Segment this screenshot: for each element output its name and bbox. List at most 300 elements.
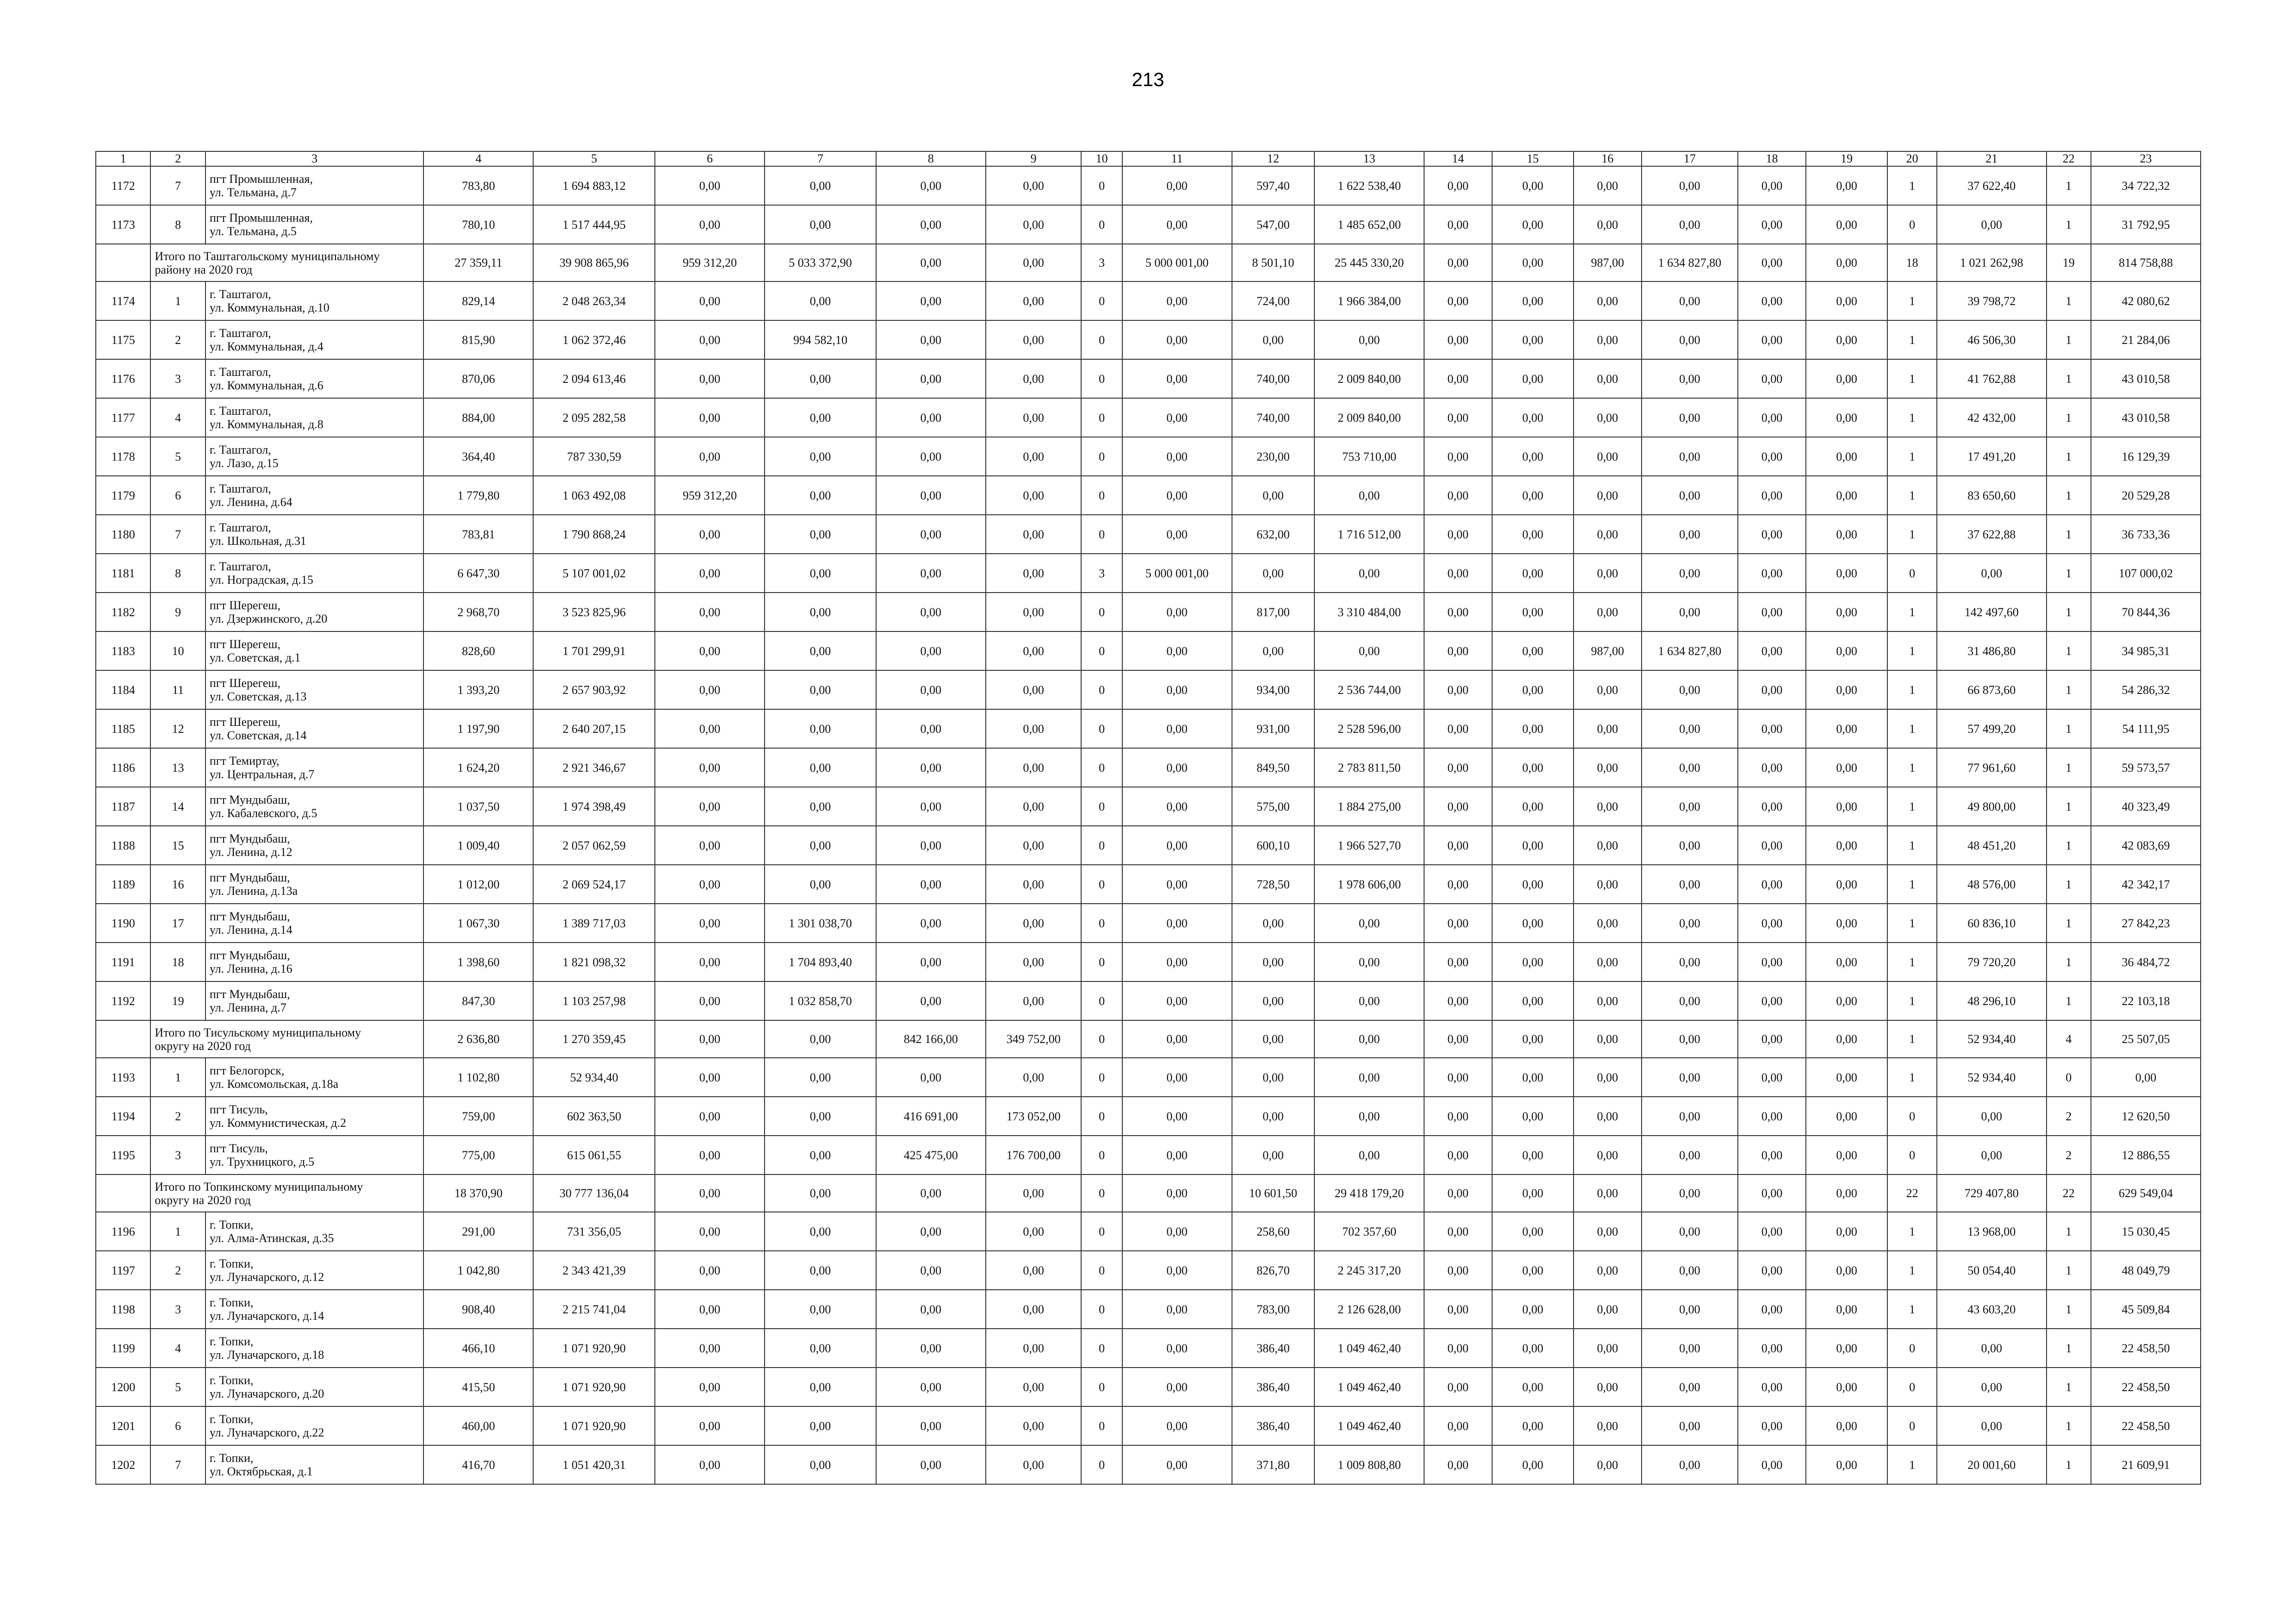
- address-cell: [205, 515, 424, 554]
- value-cell-col-12: 371,80: [1232, 1445, 1315, 1484]
- sequence-number-cell: 9: [150, 593, 205, 631]
- sequence-number-cell: 7: [150, 166, 205, 205]
- address-line-1: пгт Белогорск,: [209, 1064, 285, 1077]
- value-cell-col-10: 3: [1081, 244, 1122, 281]
- sequence-number-cell: 3: [150, 1136, 205, 1174]
- record-number-cell: 1186: [96, 748, 150, 787]
- value-cell-col-11: 0,00: [1122, 631, 1232, 670]
- value-cell-col-14: 0,00: [1424, 554, 1492, 593]
- sequence-number-cell: 7: [150, 1445, 205, 1484]
- value-cell-col-17: 0,00: [1642, 1445, 1738, 1484]
- value-cell-col-13: 0,00: [1314, 904, 1424, 943]
- value-cell-col-20: 0: [1887, 205, 1936, 244]
- value-cell-col-23: 21 284,06: [2091, 320, 2201, 359]
- value-cell-col-4: 416,70: [423, 1445, 533, 1484]
- address-line-2: ул. Ноградская, д.15: [209, 573, 313, 587]
- value-cell-col-13: 0,00: [1314, 554, 1424, 593]
- address-line-1: г. Топки,: [209, 1451, 254, 1465]
- value-cell-col-4: 908,40: [423, 1290, 533, 1329]
- value-cell-col-22: 1: [2047, 166, 2091, 205]
- value-cell-col-16: 0,00: [1574, 1097, 1642, 1136]
- value-cell-col-19: 0,00: [1806, 398, 1888, 437]
- value-cell-col-13: 1 009 808,80: [1314, 1445, 1424, 1484]
- value-cell-col-17: 0,00: [1642, 709, 1738, 748]
- value-cell-col-21: 50 054,40: [1937, 1251, 2047, 1290]
- table-row: [96, 826, 2201, 865]
- value-cell-col-23: 34 722,32: [2091, 166, 2201, 205]
- value-cell-col-15: 0,00: [1492, 826, 1574, 865]
- value-cell-col-8: 0,00: [876, 826, 986, 865]
- value-cell-col-20: 1: [1887, 1058, 1936, 1097]
- value-cell-col-8: 0,00: [876, 244, 986, 281]
- sequence-number-cell: 11: [150, 670, 205, 709]
- value-cell-col-18: 0,00: [1738, 904, 1806, 943]
- value-cell-col-14: 0,00: [1424, 244, 1492, 281]
- value-cell-col-14: 0,00: [1424, 359, 1492, 398]
- value-cell-col-5: 1 063 492,08: [533, 476, 655, 515]
- value-cell-col-13: 25 445 330,20: [1314, 244, 1424, 281]
- value-cell-col-18: 0,00: [1738, 709, 1806, 748]
- value-cell-col-19: 0,00: [1806, 1097, 1888, 1136]
- value-cell-col-4: 1 009,40: [423, 826, 533, 865]
- value-cell-col-8: 0,00: [876, 1368, 986, 1406]
- value-cell-col-16: 0,00: [1574, 320, 1642, 359]
- value-cell-col-10: 0: [1081, 1174, 1122, 1212]
- value-cell-col-22: 2: [2047, 1097, 2091, 1136]
- value-cell-col-16: 0,00: [1574, 398, 1642, 437]
- address-line-1: пгт Шерегеш,: [209, 676, 280, 690]
- value-cell-col-22: 1: [2047, 981, 2091, 1020]
- value-cell-col-10: 0: [1081, 205, 1122, 244]
- value-cell-col-7: 0,00: [765, 554, 876, 593]
- address-line-1: г. Топки,: [209, 1257, 254, 1270]
- value-cell-col-15: 0,00: [1492, 1368, 1574, 1406]
- value-cell-col-4: 1 042,80: [423, 1251, 533, 1290]
- table-row: [96, 1329, 2201, 1368]
- value-cell-col-10: 0: [1081, 1290, 1122, 1329]
- value-cell-col-4: 1 067,30: [423, 904, 533, 943]
- address-line-2: ул. Коммунальная, д.6: [209, 379, 324, 392]
- value-cell-col-19: 0,00: [1806, 904, 1888, 943]
- value-cell-col-22: 1: [2047, 1212, 2091, 1251]
- subtotal-label-line-2: району на 2020 год: [155, 262, 253, 276]
- table-row: [96, 281, 2201, 320]
- value-cell-col-17: 0,00: [1642, 1290, 1738, 1329]
- address-cell: [205, 943, 424, 981]
- address-line-2: ул. Кабалевского, д.5: [209, 806, 317, 820]
- value-cell-col-4: 847,30: [423, 981, 533, 1020]
- value-cell-col-5: 1 790 868,24: [533, 515, 655, 554]
- subtotal-label-line-1: Итого по Тисульскому муниципальному: [155, 1025, 361, 1039]
- value-cell-col-18: 0,00: [1738, 205, 1806, 244]
- table-row: [96, 865, 2201, 904]
- value-cell-col-5: 1 821 098,32: [533, 943, 655, 981]
- value-cell-col-21: 17 491,20: [1937, 437, 2047, 476]
- value-cell-col-17: 0,00: [1642, 437, 1738, 476]
- value-cell-col-22: 1: [2047, 1329, 2091, 1368]
- value-cell-col-6: 0,00: [655, 1329, 765, 1368]
- value-cell-col-7: 0,00: [765, 476, 876, 515]
- value-cell-col-17: 0,00: [1642, 1329, 1738, 1368]
- value-cell-col-16: 0,00: [1574, 1212, 1642, 1251]
- value-cell-col-21: 48 296,10: [1937, 981, 2047, 1020]
- value-cell-col-17: 1 634 827,80: [1642, 631, 1738, 670]
- value-cell-col-20: 1: [1887, 476, 1936, 515]
- value-cell-col-12: 0,00: [1232, 1097, 1315, 1136]
- record-number-cell: 1199: [96, 1329, 150, 1368]
- record-number-cell: 1192: [96, 981, 150, 1020]
- value-cell-col-16: 0,00: [1574, 865, 1642, 904]
- value-cell-col-16: 0,00: [1574, 904, 1642, 943]
- value-cell-col-23: 22 458,50: [2091, 1406, 2201, 1445]
- column-header-5: 5: [533, 151, 655, 166]
- table-row: [96, 670, 2201, 709]
- value-cell-col-10: 0: [1081, 166, 1122, 205]
- value-cell-col-18: 0,00: [1738, 515, 1806, 554]
- sequence-number-cell: 19: [150, 981, 205, 1020]
- value-cell-col-13: 3 310 484,00: [1314, 593, 1424, 631]
- value-cell-col-21: 77 961,60: [1937, 748, 2047, 787]
- value-cell-col-23: 22 103,18: [2091, 981, 2201, 1020]
- value-cell-col-16: 0,00: [1574, 1368, 1642, 1406]
- value-cell-col-6: 0,00: [655, 943, 765, 981]
- value-cell-col-11: 0,00: [1122, 748, 1232, 787]
- value-cell-col-15: 0,00: [1492, 1329, 1574, 1368]
- value-cell-col-9: 0,00: [986, 865, 1082, 904]
- sequence-number-cell: 6: [150, 1406, 205, 1445]
- value-cell-col-10: 0: [1081, 709, 1122, 748]
- value-cell-col-14: 0,00: [1424, 398, 1492, 437]
- value-cell-col-17: 0,00: [1642, 205, 1738, 244]
- value-cell-col-23: 42 080,62: [2091, 281, 2201, 320]
- table-row: [96, 398, 2201, 437]
- value-cell-col-11: 0,00: [1122, 1406, 1232, 1445]
- value-cell-col-17: 0,00: [1642, 1406, 1738, 1445]
- value-cell-col-6: 0,00: [655, 320, 765, 359]
- value-cell-col-22: 1: [2047, 826, 2091, 865]
- value-cell-col-18: 0,00: [1738, 1406, 1806, 1445]
- value-cell-col-13: 1 716 512,00: [1314, 515, 1424, 554]
- value-cell-col-10: 0: [1081, 281, 1122, 320]
- value-cell-col-19: 0,00: [1806, 709, 1888, 748]
- value-cell-col-14: 0,00: [1424, 631, 1492, 670]
- value-cell-col-11: 0,00: [1122, 904, 1232, 943]
- value-cell-col-4: 27 359,11: [423, 244, 533, 281]
- value-cell-col-12: 740,00: [1232, 359, 1315, 398]
- address-line-1: пгт Тисуль,: [209, 1103, 268, 1116]
- value-cell-col-18: 0,00: [1738, 1290, 1806, 1329]
- value-cell-col-10: 0: [1081, 670, 1122, 709]
- address-line-2: ул. Коммунальная, д.10: [209, 301, 330, 314]
- value-cell-col-10: 0: [1081, 1368, 1122, 1406]
- value-cell-col-21: 0,00: [1937, 1368, 2047, 1406]
- address-line-2: ул. Советская, д.14: [209, 729, 307, 742]
- address-cell: [205, 1212, 424, 1251]
- value-cell-col-13: 0,00: [1314, 1020, 1424, 1058]
- value-cell-col-21: 37 622,88: [1937, 515, 2047, 554]
- value-cell-col-23: 54 111,95: [2091, 709, 2201, 748]
- value-cell-col-20: 22: [1887, 1174, 1936, 1212]
- value-cell-col-16: 0,00: [1574, 166, 1642, 205]
- value-cell-col-23: 42 342,17: [2091, 865, 2201, 904]
- address-line-2: ул. Ленина, д.14: [209, 923, 292, 937]
- value-cell-col-5: 731 356,05: [533, 1212, 655, 1251]
- value-cell-col-9: 176 700,00: [986, 1136, 1082, 1174]
- value-cell-col-20: 1: [1887, 826, 1936, 865]
- value-cell-col-10: 0: [1081, 787, 1122, 826]
- value-cell-col-8: 0,00: [876, 359, 986, 398]
- value-cell-col-22: 1: [2047, 320, 2091, 359]
- address-line-1: пгт Темиртау,: [209, 754, 280, 768]
- column-header-11: 11: [1122, 151, 1232, 166]
- record-number-cell: 1177: [96, 398, 150, 437]
- value-cell-col-14: 0,00: [1424, 205, 1492, 244]
- value-cell-col-21: 43 603,20: [1937, 1290, 2047, 1329]
- record-number-cell: 1196: [96, 1212, 150, 1251]
- column-header-12: 12: [1232, 151, 1315, 166]
- value-cell-col-19: 0,00: [1806, 1406, 1888, 1445]
- value-cell-col-15: 0,00: [1492, 1445, 1574, 1484]
- value-cell-col-7: 0,00: [765, 205, 876, 244]
- column-header-18: 18: [1738, 151, 1806, 166]
- value-cell-col-8: 0,00: [876, 981, 986, 1020]
- value-cell-col-9: 0,00: [986, 1329, 1082, 1368]
- value-cell-col-21: 13 968,00: [1937, 1212, 2047, 1251]
- address-line-1: г. Таштагол,: [209, 404, 271, 418]
- address-line-2: ул. Ленина, д.13а: [209, 884, 298, 898]
- value-cell-col-21: 66 873,60: [1937, 670, 2047, 709]
- value-cell-col-22: 1: [2047, 593, 2091, 631]
- value-cell-col-13: 1 485 652,00: [1314, 205, 1424, 244]
- address-line-2: ул. Луначарского, д.22: [209, 1426, 324, 1439]
- value-cell-col-14: 0,00: [1424, 1368, 1492, 1406]
- value-cell-col-20: 0: [1887, 1136, 1936, 1174]
- value-cell-col-12: 0,00: [1232, 981, 1315, 1020]
- value-cell-col-13: 2 009 840,00: [1314, 359, 1424, 398]
- address-line-1: г. Топки,: [209, 1335, 254, 1348]
- value-cell-col-19: 0,00: [1806, 515, 1888, 554]
- value-cell-col-14: 0,00: [1424, 166, 1492, 205]
- value-cell-col-12: 230,00: [1232, 437, 1315, 476]
- value-cell-col-19: 0,00: [1806, 476, 1888, 515]
- value-cell-col-16: 987,00: [1574, 631, 1642, 670]
- value-cell-col-20: 1: [1887, 709, 1936, 748]
- value-cell-col-9: 349 752,00: [986, 1020, 1082, 1058]
- value-cell-col-12: 931,00: [1232, 709, 1315, 748]
- value-cell-col-9: 0,00: [986, 1058, 1082, 1097]
- value-cell-col-20: 1: [1887, 748, 1936, 787]
- value-cell-col-22: 1: [2047, 1368, 2091, 1406]
- value-cell-col-6: 0,00: [655, 1058, 765, 1097]
- value-cell-col-9: 0,00: [986, 943, 1082, 981]
- value-cell-col-13: 0,00: [1314, 320, 1424, 359]
- value-cell-col-20: 1: [1887, 1251, 1936, 1290]
- value-cell-col-11: 0,00: [1122, 398, 1232, 437]
- address-line-2: ул. Луначарского, д.20: [209, 1387, 324, 1400]
- value-cell-col-9: 0,00: [986, 1251, 1082, 1290]
- value-cell-col-7: 0,00: [765, 1445, 876, 1484]
- table-row: [96, 1406, 2201, 1445]
- value-cell-col-12: 632,00: [1232, 515, 1315, 554]
- record-number-cell: 1200: [96, 1368, 150, 1406]
- column-header-7: 7: [765, 151, 876, 166]
- value-cell-col-4: 1 102,80: [423, 1058, 533, 1097]
- value-cell-col-10: 0: [1081, 359, 1122, 398]
- sequence-number-cell: 2: [150, 320, 205, 359]
- address-cell: [205, 1058, 424, 1097]
- address-cell: [205, 1097, 424, 1136]
- value-cell-col-15: 0,00: [1492, 320, 1574, 359]
- address-line-2: ул. Трухницкого, д.5: [209, 1155, 314, 1168]
- record-number-cell: 1193: [96, 1058, 150, 1097]
- value-cell-col-15: 0,00: [1492, 1136, 1574, 1174]
- value-cell-col-5: 1 694 883,12: [533, 166, 655, 205]
- value-cell-col-9: 0,00: [986, 244, 1082, 281]
- address-cell: [205, 981, 424, 1020]
- value-cell-col-8: 0,00: [876, 1212, 986, 1251]
- value-cell-col-13: 702 357,60: [1314, 1212, 1424, 1251]
- value-cell-col-7: 0,00: [765, 1251, 876, 1290]
- address-line-1: пгт Шерегеш,: [209, 715, 280, 729]
- value-cell-col-14: 0,00: [1424, 320, 1492, 359]
- subtotal-label: [150, 1174, 423, 1212]
- value-cell-col-13: 1 049 462,40: [1314, 1406, 1424, 1445]
- value-cell-col-5: 3 523 825,96: [533, 593, 655, 631]
- value-cell-col-18: 0,00: [1738, 476, 1806, 515]
- value-cell-col-8: 0,00: [876, 1329, 986, 1368]
- value-cell-col-9: 0,00: [986, 1174, 1082, 1212]
- value-cell-col-13: 1 966 384,00: [1314, 281, 1424, 320]
- value-cell-col-4: 783,80: [423, 166, 533, 205]
- record-number-cell: 1187: [96, 787, 150, 826]
- value-cell-col-12: 575,00: [1232, 787, 1315, 826]
- record-number-cell: 1178: [96, 437, 150, 476]
- value-cell-col-10: 0: [1081, 981, 1122, 1020]
- value-cell-col-6: 0,00: [655, 865, 765, 904]
- value-cell-col-12: 740,00: [1232, 398, 1315, 437]
- sequence-number-cell: 7: [150, 515, 205, 554]
- table-row: [96, 1251, 2201, 1290]
- value-cell-col-4: 884,00: [423, 398, 533, 437]
- address-line-2: ул. Комсомольская, д.18а: [209, 1077, 339, 1091]
- value-cell-col-13: 1 049 462,40: [1314, 1329, 1424, 1368]
- sequence-number-cell: 10: [150, 631, 205, 670]
- value-cell-col-21: 57 499,20: [1937, 709, 2047, 748]
- value-cell-col-20: 1: [1887, 904, 1936, 943]
- record-number-cell: 1181: [96, 554, 150, 593]
- sequence-number-cell: 2: [150, 1251, 205, 1290]
- address-line-1: г. Таштагол,: [209, 482, 271, 495]
- value-cell-col-15: 0,00: [1492, 281, 1574, 320]
- value-cell-col-7: 0,00: [765, 398, 876, 437]
- value-cell-col-15: 0,00: [1492, 593, 1574, 631]
- value-cell-col-10: 0: [1081, 1058, 1122, 1097]
- value-cell-col-11: 0,00: [1122, 320, 1232, 359]
- address-line-2: ул. Центральная, д.7: [209, 768, 315, 781]
- record-number-cell: 1184: [96, 670, 150, 709]
- value-cell-col-18: 0,00: [1738, 670, 1806, 709]
- address-line-2: ул. Луначарского, д.14: [209, 1309, 324, 1323]
- value-cell-col-6: 0,00: [655, 709, 765, 748]
- value-cell-col-23: 21 609,91: [2091, 1445, 2201, 1484]
- value-cell-col-22: 2: [2047, 1136, 2091, 1174]
- value-cell-col-8: 0,00: [876, 709, 986, 748]
- value-cell-col-4: 783,81: [423, 515, 533, 554]
- value-cell-col-21: 46 506,30: [1937, 320, 2047, 359]
- value-cell-col-12: 849,50: [1232, 748, 1315, 787]
- value-cell-col-16: 0,00: [1574, 1174, 1642, 1212]
- table-row: [96, 1058, 2201, 1097]
- value-cell-col-4: 1 037,50: [423, 787, 533, 826]
- value-cell-col-20: 1: [1887, 981, 1936, 1020]
- sequence-number-cell: 5: [150, 437, 205, 476]
- value-cell-col-8: 0,00: [876, 515, 986, 554]
- value-cell-col-13: 0,00: [1314, 1097, 1424, 1136]
- value-cell-col-15: 0,00: [1492, 787, 1574, 826]
- value-cell-col-16: 0,00: [1574, 1020, 1642, 1058]
- value-cell-col-15: 0,00: [1492, 1020, 1574, 1058]
- value-cell-col-14: 0,00: [1424, 1020, 1492, 1058]
- sequence-number-cell: 16: [150, 865, 205, 904]
- value-cell-col-10: 0: [1081, 904, 1122, 943]
- value-cell-col-5: 1 974 398,49: [533, 787, 655, 826]
- table-row: [96, 166, 2201, 205]
- record-number-cell: 1182: [96, 593, 150, 631]
- value-cell-col-8: 842 166,00: [876, 1020, 986, 1058]
- table-body: [96, 166, 2201, 1484]
- value-cell-col-6: 0,00: [655, 631, 765, 670]
- value-cell-col-20: 0: [1887, 1368, 1936, 1406]
- value-cell-col-23: 16 129,39: [2091, 437, 2201, 476]
- column-header-9: 9: [986, 151, 1082, 166]
- value-cell-col-6: 0,00: [655, 981, 765, 1020]
- value-cell-col-15: 0,00: [1492, 1406, 1574, 1445]
- value-cell-col-14: 0,00: [1424, 1290, 1492, 1329]
- value-cell-col-14: 0,00: [1424, 1329, 1492, 1368]
- value-cell-col-21: 1 021 262,98: [1937, 244, 2047, 281]
- subtotal-label-line-1: Итого по Топкинскому муниципальному: [155, 1180, 363, 1193]
- value-cell-col-21: 79 720,20: [1937, 943, 2047, 981]
- value-cell-col-6: 0,00: [655, 437, 765, 476]
- value-cell-col-8: 0,00: [876, 787, 986, 826]
- value-cell-col-21: 83 650,60: [1937, 476, 2047, 515]
- value-cell-col-11: 0,00: [1122, 1212, 1232, 1251]
- value-cell-col-23: 22 458,50: [2091, 1368, 2201, 1406]
- value-cell-col-22: 1: [2047, 437, 2091, 476]
- value-cell-col-13: 0,00: [1314, 631, 1424, 670]
- value-cell-col-15: 0,00: [1492, 1212, 1574, 1251]
- value-cell-col-5: 602 363,50: [533, 1097, 655, 1136]
- value-cell-col-13: 2 536 744,00: [1314, 670, 1424, 709]
- value-cell-col-8: 0,00: [876, 748, 986, 787]
- value-cell-col-21: 48 576,00: [1937, 865, 2047, 904]
- value-cell-col-8: 0,00: [876, 320, 986, 359]
- value-cell-col-21: 49 800,00: [1937, 787, 2047, 826]
- address-cell: [205, 437, 424, 476]
- value-cell-col-5: 1 071 920,90: [533, 1329, 655, 1368]
- value-cell-col-19: 0,00: [1806, 593, 1888, 631]
- value-cell-col-7: 0,00: [765, 166, 876, 205]
- address-line-1: пгт Шерегеш,: [209, 637, 280, 651]
- address-line-2: ул. Советская, д.1: [209, 651, 301, 664]
- value-cell-col-8: 0,00: [876, 1174, 986, 1212]
- value-cell-col-20: 0: [1887, 554, 1936, 593]
- value-cell-col-10: 0: [1081, 748, 1122, 787]
- value-cell-col-17: 0,00: [1642, 670, 1738, 709]
- value-cell-col-18: 0,00: [1738, 593, 1806, 631]
- value-cell-col-6: 0,00: [655, 359, 765, 398]
- value-cell-col-4: 1 012,00: [423, 865, 533, 904]
